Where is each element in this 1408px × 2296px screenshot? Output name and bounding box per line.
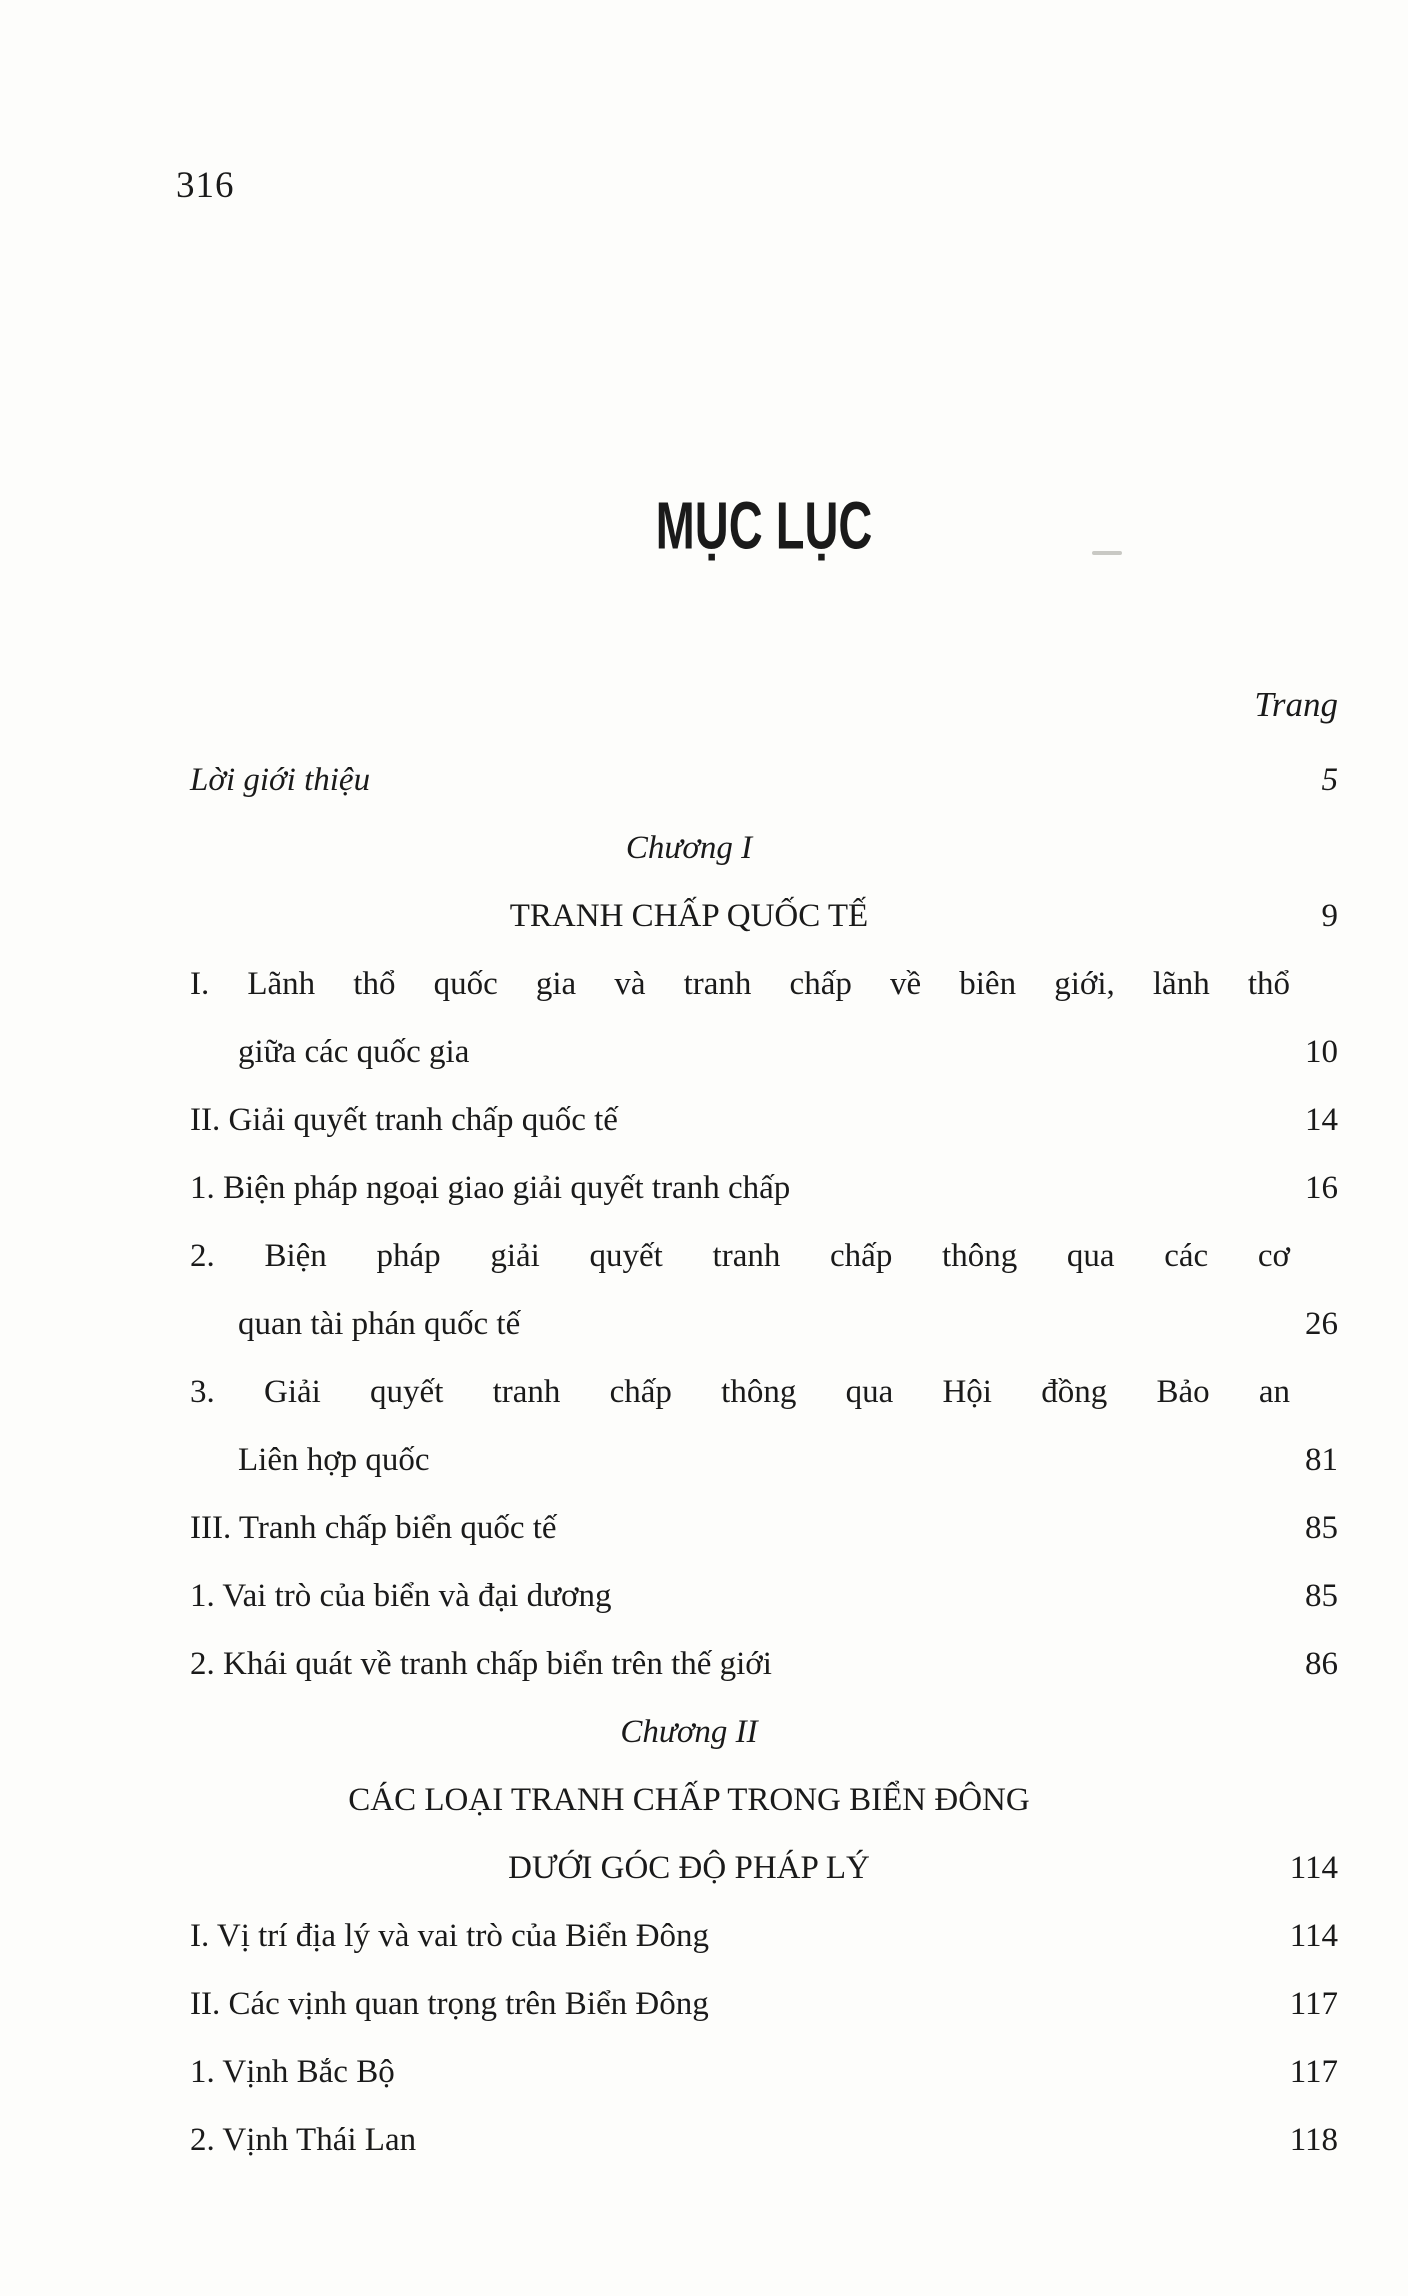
entry-text: Liên hợp quốc [238,1442,430,1478]
entry-text: CÁC LOẠI TRANH CHẤP TRONG BIỂN ĐÔNG [348,1782,1030,1818]
entry-text: 1. Vịnh Bắc Bộ [190,2054,395,2090]
toc-entry-line [190,1358,1338,1426]
entry-text: 2. Vịnh Thái Lan [190,2122,417,2158]
toc-entry [190,746,1338,814]
entry-text: 1. Vai trò của biển và đại dương [190,1578,612,1614]
entry-page-number: 14 [1305,1102,1338,1138]
toc-entry-continuation [190,1290,1338,1358]
entry-page-number: 118 [1289,2122,1338,2158]
toc-entry-line [190,1222,1338,1290]
toc-entry [190,1902,1338,1970]
entry-page-number: 26 [1305,1306,1338,1342]
entry-page-number: 9 [1321,898,1338,934]
entry-text: 1. Biện pháp ngoại giao giải quyết tranh chấp [190,1170,791,1206]
entry-page-number: 16 [1305,1170,1338,1206]
entry-page-number: 114 [1289,1850,1338,1886]
toc-entry [190,1494,1338,1562]
toc-content [190,0,1338,2174]
toc-entry [190,2038,1338,2106]
toc-entry [190,1970,1338,2038]
entry-text: I. Vị trí địa lý và vai trò của Biển Đông [190,1918,710,1954]
entry-text: Lời giới thiệu [190,762,371,798]
entry-page-number: 10 [1305,1034,1338,1070]
toc-entry [190,1086,1338,1154]
toc-entry [190,1630,1338,1698]
entry-page-number: 86 [1305,1646,1338,1682]
toc-entry [190,1562,1338,1630]
entry-text: III. Tranh chấp biển quốc tế [190,1510,557,1546]
entry-text: quan tài phán quốc tế [238,1306,521,1342]
entry-text: giữa các quốc gia [238,1034,470,1070]
toc-entry [190,2106,1338,2174]
chapter-title-line [190,1766,1338,1834]
toc-entry-continuation [190,1018,1338,1086]
toc-rows [190,746,1338,2174]
entry-text: Chương II [620,1714,758,1750]
entry-text: 2. Biện pháp giải quyết tranh chấp thông qua các cơ [190,1238,1290,1274]
entry-text: 3. Giải quyết tranh chấp thông qua Hội đồng Bảo an [190,1374,1290,1410]
entry-page-number: 117 [1289,2054,1338,2090]
entry-page-number: 114 [1289,1918,1338,1954]
toc-entry [190,1154,1338,1222]
entry-text: TRANH CHẤP QUỐC TẾ [509,898,869,934]
entry-page-number: 81 [1305,1442,1338,1478]
entry-text: 2. Khái quát về tranh chấp biển trên thế giới [190,1646,772,1682]
entry-text: II. Giải quyết tranh chấp quốc tế [190,1102,618,1138]
toc-entry-line [190,950,1338,1018]
page-column-header: Trang [1254,685,1338,724]
entry-page-number: 85 [1305,1510,1338,1546]
chapter-label [190,814,1338,882]
entry-text: Chương I [625,830,753,866]
chapter-label [190,1698,1338,1766]
entry-text: DƯỚI GÓC ĐỘ PHÁP LÝ [508,1850,870,1886]
chapter-title-line [190,1834,1338,1902]
toc-entry-continuation [190,1426,1338,1494]
chapter-title-line [190,882,1338,950]
entry-text: II. Các vịnh quan trọng trên Biển Đông [190,1986,709,2022]
toc-title [190,487,1338,564]
entry-page-number: 117 [1289,1986,1338,2022]
toc-title-text: MỤC LỤC [655,487,873,563]
entry-text: I. Lãnh thổ quốc gia và tranh chấp về biên giới, lãnh thổ [190,966,1290,1002]
page-folio-number: 316 [176,165,235,206]
entry-page-number: 5 [1321,762,1338,798]
entry-page-number: 85 [1305,1578,1338,1614]
